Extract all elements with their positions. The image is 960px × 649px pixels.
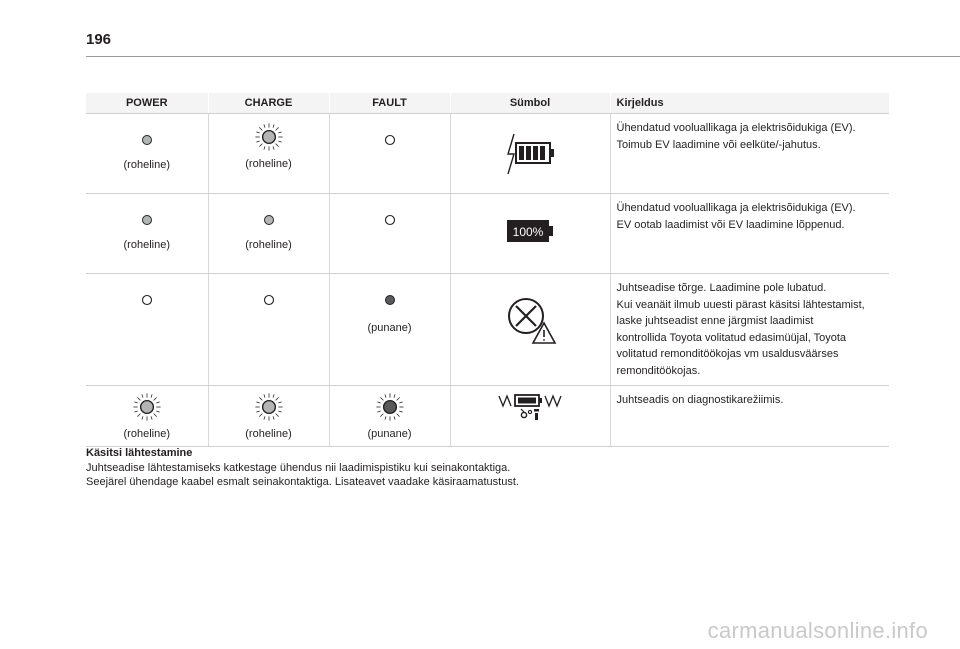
fault-led-label: (punane): [367, 428, 412, 440]
description-line: Ühendatud vooluallikaga ja elektrisõidukiga (EV).: [616, 202, 856, 214]
table-row: [86, 386, 889, 447]
table-row: [86, 114, 889, 194]
power-led-on-icon: [135, 128, 159, 152]
top-rule: [86, 56, 960, 57]
description-line: remonditöökojas.: [616, 364, 701, 377]
manual-reset-section: [86, 446, 519, 490]
description-line: laske juhtseadist enne järgmist laadimist: [616, 315, 814, 327]
charge-led-blinking-icon: [252, 390, 286, 424]
manual-reset-line: Seejärel ühendage kaabel esmalt seinakontaktiga. Lisateavet vaadake käsiraamatustust.: [86, 476, 519, 488]
table-header-row: [86, 93, 889, 114]
power-led-label: (roheline): [123, 159, 170, 171]
header-power: POWER: [86, 93, 208, 114]
charge-led-label: (roheline): [245, 158, 292, 170]
description-line: Ühendatud vooluallikaga ja elektrisõidukiga (EV).: [616, 122, 856, 134]
description-line: EV ootab laadimist või EV laadimine lõppenud.: [616, 218, 845, 231]
charge-led-label: (roheline): [245, 239, 292, 251]
page-number: 196: [86, 31, 112, 48]
watermark: carmanualsonline.info: [707, 618, 928, 643]
fault-led-off-icon: [378, 128, 402, 152]
battery-percent-text: 100%: [512, 225, 544, 239]
diagnostic-mode-icon: [495, 392, 565, 422]
header-description: Kirjeldus: [610, 93, 889, 114]
battery-full-icon: [505, 217, 555, 245]
header-charge: CHARGE: [208, 93, 329, 114]
manual-reset-line: Juhtseadise lähtestamiseks katkestage ühendus nii laadimispistiku kui seinakontaktiga.: [86, 461, 511, 474]
fault-led-red-blinking-icon: [373, 390, 407, 424]
description-line: Juhtseadise tõrge. Laadimine pole lubatud.: [616, 282, 827, 294]
charging-battery-icon: [500, 130, 560, 178]
fault-led-label: (punane): [367, 322, 412, 334]
description-line: Kui veanäit ilmub uuesti pärast käsitsi lähtestamist,: [616, 298, 865, 311]
power-led-on-icon: [135, 208, 159, 232]
fault-led-red-icon: [378, 288, 402, 312]
power-led-label: (roheline): [123, 428, 170, 440]
description-line: volitatud remonditöökojas vm usaldusväärses: [616, 348, 839, 360]
fault-warning-icon: [502, 292, 558, 346]
led-status-table: [86, 93, 889, 447]
description-line: Juhtseadis on diagnostikarežiimis.: [616, 394, 784, 406]
description-line: kontrollida Toyota volitatud edasimüüjal, Toyota: [616, 331, 847, 344]
power-led-off-icon: [135, 288, 159, 312]
charge-led-label: (roheline): [245, 428, 292, 440]
charge-led-blinking-icon: [252, 120, 286, 154]
table-row: [86, 194, 889, 274]
table-row: [86, 274, 889, 386]
fault-led-off-icon: [378, 208, 402, 232]
header-symbol: Sümbol: [450, 93, 610, 114]
manual-reset-heading: Käsitsi lähtestamine: [86, 447, 193, 459]
power-led-label: (roheline): [123, 239, 170, 251]
power-led-blinking-icon: [130, 390, 164, 424]
charge-led-on-icon: [257, 208, 281, 232]
description-line: Toimub EV laadimine või eelküte/-jahutus.: [616, 138, 821, 151]
header-fault: FAULT: [329, 93, 450, 114]
charge-led-off-icon: [257, 288, 281, 312]
